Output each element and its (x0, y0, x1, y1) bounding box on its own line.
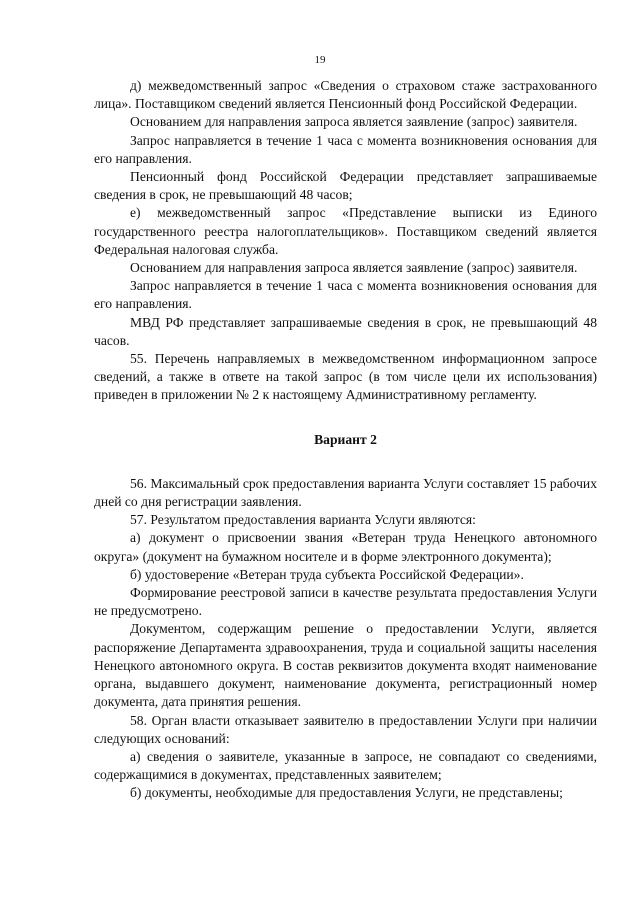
paragraph: д) межведомственный запрос «Сведения о страховом стаже застрахованного лица». Поставщиком сведений является Пенсионный фонд Российской Федерации. (94, 78, 597, 112)
paragraph: 57. Результатом предоставления варианта Услуги являются: (130, 512, 476, 528)
page-number: 19 (314, 54, 326, 66)
section-heading: Вариант 2 (314, 431, 377, 447)
paragraph: Запрос направляется в течение 1 часа с момента возникновения основания для его направления. (94, 278, 597, 312)
paragraph: а) сведения о заявителе, указанные в запросе, не совпадают со сведениями, содержащимися в документах, представленных заявителем; (94, 748, 597, 783)
paragraph: 56. Максимальный срок предоставления варианта Услуги составляет 15 рабочих дней со дня регистрации заявления. (94, 475, 597, 510)
paragraph: Основанием для направления запроса является заявление (запрос) заявителя. (130, 260, 578, 276)
paragraph: 58. Орган власти отказывает заявителю в предоставлении Услуги при наличии следующих оснований: (94, 712, 597, 746)
paragraph: Пенсионный фонд Российской Федерации представляет запрашиваемые сведения в срок, не превышающий 48 часов; (94, 169, 597, 203)
document-body (94, 77, 597, 803)
paragraph: б) удостоверение «Ветеран труда субъекта Российской Федерации». (130, 566, 524, 582)
paragraph: Запрос направляется в течение 1 часа с момента возникновения основания для его направления. (94, 132, 597, 166)
paragraph: Основанием для направления запроса является заявление (запрос) заявителя. (130, 114, 578, 130)
paragraph: МВД РФ представляет запрашиваемые сведения в срок, не превышающий 48 часов. (94, 314, 597, 348)
paragraph: б) документы, необходимые для предоставления Услуги, не представлены; (130, 785, 563, 801)
paragraph: Документом, содержащим решение о предоставлении Услуги, является распоряжение Департамента здравоохранения, труда и социальной защиты населения Ненецкого автономного округа. В состав реквизитов документа входят наименование органа, выдавшего документ, наименование документа, регистрационный номер документа, дата принятия решения. (94, 621, 597, 710)
paragraph: е) межведомственный запрос «Представление выписки из Единого государственного реестра налогоплательщиков». Поставщиком сведений является Федеральная налоговая служба. (94, 205, 597, 257)
paragraph: Формирование реестровой записи в качестве результата предоставления Услуги не предусмотрено. (94, 585, 597, 619)
paragraph: 55. Перечень направляемых в межведомственном информационном запросе сведений, а также в ответе на такой запрос (в том числе цели их использования) приведен в приложении № 2 к настоящему Административному регламенту. (94, 351, 597, 403)
paragraph: а) документ о присвоении звания «Ветеран труда Ненецкого автономного округа» (документ на бумажном носителе и в форме электронного документа); (94, 530, 597, 564)
